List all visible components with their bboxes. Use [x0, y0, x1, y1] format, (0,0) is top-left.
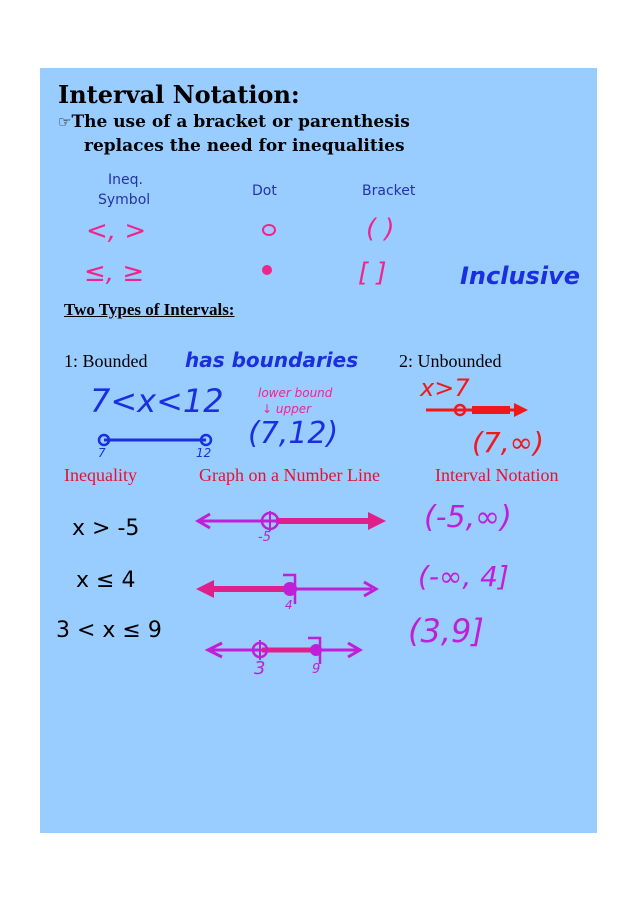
row1-ineq-symbols: <, > [86, 216, 147, 246]
inclusive-note: Inclusive [460, 262, 580, 290]
page-title: Interval Notation: [58, 80, 300, 109]
bullet-text-1: The use of a bracket or parenthesis [71, 112, 410, 132]
slide [40, 68, 597, 833]
bounded-example: 7<x<12 [90, 382, 224, 420]
row2-bracket-symbols: [ ] [358, 258, 387, 288]
bounded-label: 1: Bounded [64, 351, 148, 371]
row2-ineq-symbols: ≤, ≥ [84, 258, 145, 288]
types-heading: Two Types of Intervals: [64, 300, 235, 319]
row1-bracket-symbols: ( ) [366, 214, 395, 244]
bound-note-line1: lower bound [258, 386, 333, 400]
bounded-interval: (7,12) [248, 416, 339, 451]
bounded-right-label: 12 [196, 446, 212, 460]
ex3-label-right: 9 [312, 662, 321, 677]
bounded-note: has boundaries [185, 348, 359, 372]
col-interval: Interval Notation [435, 465, 559, 485]
ex2-label: 4 [285, 598, 293, 612]
hand-pointer-icon: ☞ [58, 113, 72, 131]
bound-note-line2: ↓ upper [262, 402, 312, 416]
bounded-left-label: 7 [98, 446, 106, 460]
ex3-number-line [40, 68, 597, 833]
col-ineq-symbol-line2: Symbol [98, 192, 151, 208]
col-inequality: Inequality [64, 465, 137, 485]
ex1-interval: (-5,∞) [424, 500, 512, 535]
col-graph: Graph on a Number Line [199, 465, 380, 485]
col-ineq-symbol-line1: Ineq. [108, 172, 143, 188]
ex3-inequality: 3 < x ≤ 9 [56, 618, 162, 643]
ex1-inequality: x > -5 [72, 516, 140, 541]
unbounded-example: x>7 [420, 374, 470, 402]
unbounded-label: 2: Unbounded [399, 351, 502, 371]
ex2-interval: (-∞, 4] [418, 560, 509, 593]
col-bracket: Bracket [362, 183, 416, 199]
col-dot: Dot [252, 183, 277, 199]
bullet-line-2: replaces the need for inequalities [84, 136, 405, 156]
ex2-inequality: x ≤ 4 [76, 568, 136, 593]
ex1-label: -5 [258, 530, 271, 545]
unbounded-interval: (7,∞) [472, 426, 544, 459]
ex3-interval: (3,9] [408, 612, 484, 650]
ex3-label-left: 3 [254, 658, 266, 679]
